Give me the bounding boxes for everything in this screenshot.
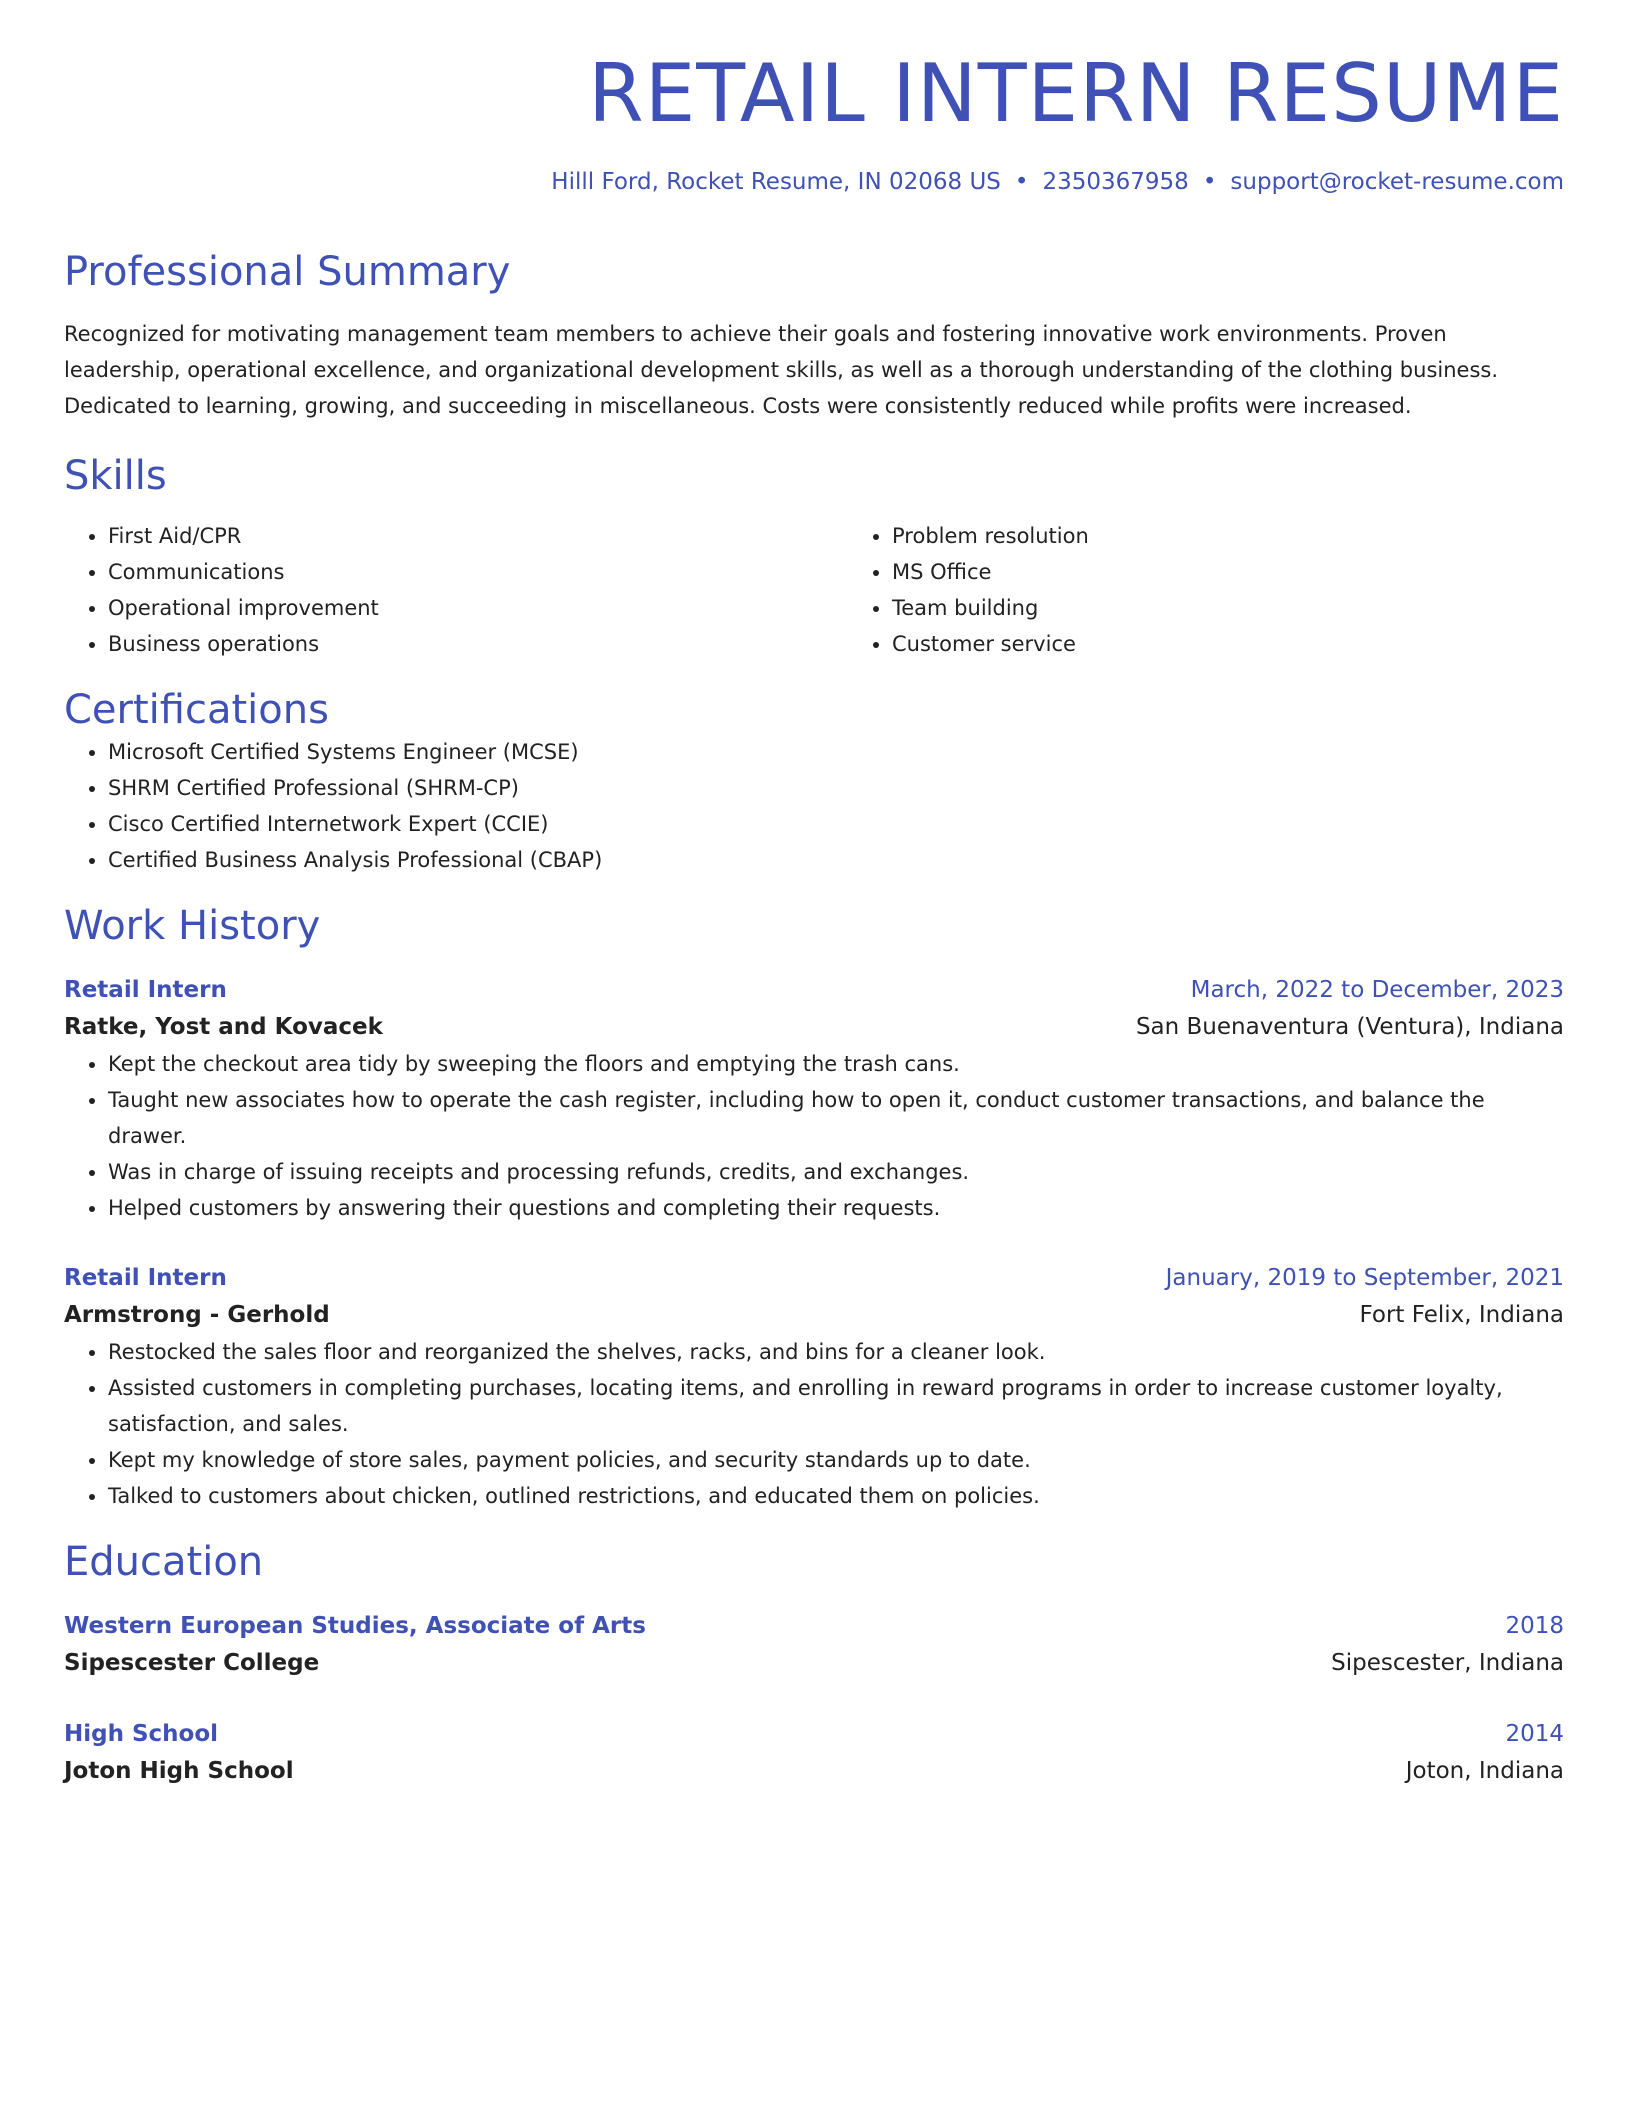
job-duty: • Was in charge of issuing receipts and processing refunds, credits, and exchanges. [108, 1154, 1564, 1190]
job-company-row [64, 1008, 1564, 1046]
skill-item: • Customer service [892, 626, 1632, 662]
education-section [64, 1538, 1564, 1790]
education-location: Joton, Indiana [1405, 1757, 1564, 1784]
certification-item: • Microsoft Certified Systems Engineer (MCSE) [108, 734, 1564, 770]
job-dates: March, 2022 to December, 2023 [1190, 976, 1564, 1003]
job-duties-list [64, 1046, 1564, 1226]
job-location: San Buenaventura (Ventura), Indiana [1135, 1013, 1564, 1040]
education-degree: Western European Studies, Associate of Arts [64, 1612, 646, 1639]
skill-item: • First Aid/CPR [108, 518, 848, 554]
job-title-row [64, 972, 1564, 1008]
certifications-list [64, 734, 1564, 878]
summary-text: Recognized for motivating management team members to achieve their goals and fostering innovative work environments. Proven leadership, operational excellence, and organizational development skills, as well as a thorough understanding of the clothing business. Dedicated to learning, growing, and succeeding in miscellaneous. Costs were consistently reduced while profits were increased. [64, 321, 1499, 418]
contact-line [64, 168, 1564, 198]
job-company: Armstrong - Gerhold [64, 1301, 330, 1328]
job-duty: • Helped customers by answering their questions and completing their requests. [108, 1190, 1564, 1226]
resume-title: RETAIL INTERN RESUME [588, 47, 1564, 140]
education-school-row [64, 1752, 1564, 1790]
certification-item: • Cisco Certified Internetwork Expert (CCIE) [108, 806, 1564, 842]
job-duty: • Talked to customers about chicken, outlined restrictions, and educated them on policies. [108, 1478, 1564, 1514]
job-duty: • Taught new associates how to operate the cash register, including how to open it, conduct customer transactions, and balance the drawer. [108, 1082, 1564, 1154]
job-dates: January, 2019 to September, 2021 [1165, 1264, 1564, 1291]
education-location: Sipescester, Indiana [1331, 1649, 1564, 1676]
skill-item: • Communications [108, 554, 848, 590]
job-duty: • Assisted customers in completing purchases, locating items, and enrolling in reward programs in order to increase customer loyalty, satisfaction, and sales. [108, 1370, 1564, 1442]
job-role: Retail Intern [64, 1264, 227, 1291]
education-school: Sipescester College [64, 1649, 320, 1676]
job-duty: • Restocked the sales floor and reorganized the shelves, racks, and bins for a cleaner look. [108, 1334, 1564, 1370]
job-location: Fort Felix, Indiana [1359, 1301, 1564, 1328]
contact-separator: • [1202, 169, 1217, 195]
certifications-heading: Certifications [64, 686, 329, 733]
job-title-row [64, 1260, 1564, 1296]
certifications-section [64, 686, 1564, 878]
certification-item: • Certified Business Analysis Professional (CBAP) [108, 842, 1564, 878]
skill-item: • Business operations [108, 626, 848, 662]
work-history-section [64, 902, 1564, 1514]
skill-item: • MS Office [892, 554, 1632, 590]
education-degree: High School [64, 1720, 219, 1747]
skill-item: • Team building [892, 590, 1632, 626]
work-history-heading: Work History [64, 902, 321, 949]
education-degree-row [64, 1608, 1564, 1644]
education-year: 2014 [1505, 1720, 1564, 1747]
job-entry [64, 972, 1564, 1226]
resume-page [64, 48, 1564, 1790]
education-year: 2018 [1505, 1612, 1564, 1639]
job-company-row [64, 1296, 1564, 1334]
job-role: Retail Intern [64, 976, 227, 1003]
contact-phone: 2350367958 [1042, 169, 1189, 195]
skill-item: • Operational improvement [108, 590, 848, 626]
contact-separator: • [1014, 169, 1029, 195]
job-duties-list [64, 1334, 1564, 1514]
job-duty: • Kept my knowledge of store sales, payment policies, and security standards up to date. [108, 1442, 1564, 1478]
job-entry [64, 1260, 1564, 1514]
education-school-row [64, 1644, 1564, 1682]
skills-list-right [848, 518, 1632, 662]
skills-heading: Skills [64, 452, 167, 499]
skill-item: • Problem resolution [892, 518, 1632, 554]
resume-header [64, 48, 1564, 198]
education-heading: Education [64, 1538, 264, 1585]
contact-email: support@rocket-resume.com [1230, 169, 1564, 195]
skills-list-left [64, 518, 848, 662]
job-company: Ratke, Yost and Kovacek [64, 1013, 383, 1040]
education-degree-row [64, 1716, 1564, 1752]
summary-section [64, 248, 1564, 424]
skills-section [64, 452, 1564, 662]
certification-item: • SHRM Certified Professional (SHRM-CP) [108, 770, 1564, 806]
contact-address: Hilll Ford, Rocket Resume, IN 02068 US [551, 169, 1001, 195]
summary-heading: Professional Summary [64, 248, 511, 295]
skills-columns [64, 518, 1564, 662]
education-school: Joton High School [64, 1757, 294, 1784]
education-entry [64, 1608, 1564, 1682]
job-duty: • Kept the checkout area tidy by sweeping the floors and emptying the trash cans. [108, 1046, 1564, 1082]
education-entry [64, 1716, 1564, 1790]
